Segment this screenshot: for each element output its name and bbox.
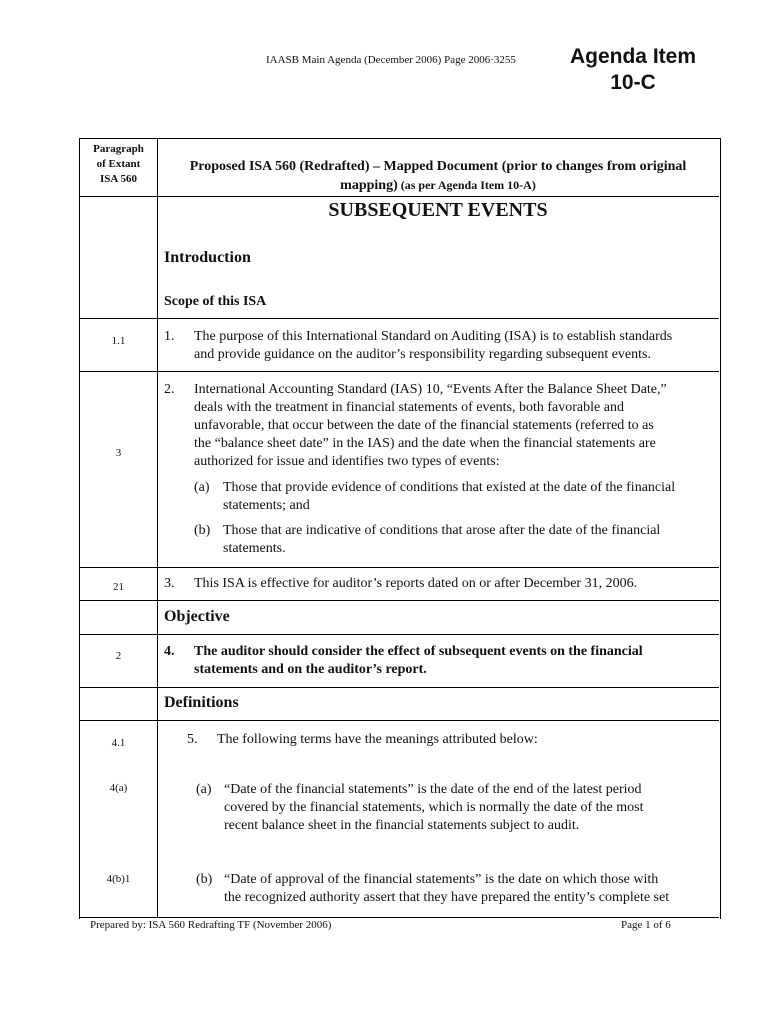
extant-ref: 4.1: [111, 737, 126, 749]
footer-prepared-by: Prepared by: ISA 560 Redrafting TF (November 2006): [90, 919, 332, 931]
agenda-item-number: 10-C: [610, 71, 656, 94]
row-divider: [79, 196, 719, 197]
paragraph-number: 1.: [164, 329, 175, 344]
paragraph-line: and provide guidance on the auditor’s responsibility regarding subsequent events.: [194, 347, 651, 362]
section-heading-introduction: Introduction: [164, 249, 251, 266]
definition-item: [164, 871, 712, 911]
list-line: statements.: [223, 541, 286, 556]
list-label: (b): [194, 523, 211, 538]
row-divider: [79, 567, 719, 568]
row-divider: [79, 318, 719, 319]
paragraph-number: 3.: [164, 576, 175, 591]
paragraph-line: statements and on the auditor’s report.: [194, 662, 427, 677]
agenda-item-label: [566, 44, 700, 96]
list-label: (a): [196, 782, 212, 797]
header-line: ISA 560: [100, 173, 137, 185]
footer-page-number: Page 1 of 6: [621, 919, 671, 931]
paragraph-number: 5.: [187, 732, 198, 747]
row-divider: [79, 600, 719, 601]
paragraph-line: deals with the treatment in financial statements of events, both favorable and: [194, 400, 624, 415]
list-line: statements; and: [223, 498, 310, 513]
paragraph-line: the “balance sheet date” in the IAS) and the date when the financial statements are: [194, 436, 656, 451]
paragraph-line: This ISA is effective for auditor’s reports dated on or after December 31, 2006.: [194, 576, 638, 591]
paragraph-3: [164, 575, 712, 595]
header-title-ref: (as per Agenda Item 10-A): [397, 178, 536, 192]
list-label: (b): [196, 872, 213, 887]
list-line: “Date of the financial statements” is the date of the end of the latest period: [224, 782, 642, 797]
extant-paragraph-header: [80, 142, 157, 187]
list-line: Those that are indicative of conditions that arose after the date of the financial: [223, 523, 661, 538]
section-heading-definitions: Definitions: [164, 694, 239, 711]
extant-ref: 2: [115, 650, 122, 662]
paragraph-line: The following terms have the meanings attributed below:: [217, 732, 538, 747]
row-divider: [79, 687, 719, 688]
list-label: (a): [194, 480, 210, 495]
subheading-scope: Scope of this ISA: [164, 294, 267, 309]
list-line: “Date of approval of the financial statements” is the date on which those with: [224, 872, 659, 887]
column-divider: [157, 138, 158, 918]
document-title: SUBSEQUENT EVENTS: [328, 199, 548, 221]
list-line: the recognized authority assert that they have prepared the entity’s complete set: [224, 890, 670, 905]
section-heading-objective: Objective: [164, 608, 230, 625]
header-line: of Extant: [96, 158, 141, 170]
row-divider: [79, 720, 719, 721]
paragraph-2: [164, 381, 712, 561]
table-bottom-border: [79, 917, 719, 918]
header-title-bold: mapping): [340, 178, 398, 193]
paragraph-4: [164, 643, 712, 683]
paragraph-line: The purpose of this International Standard on Auditing (ISA) is to establish standards: [194, 329, 673, 344]
row-divider: [79, 371, 719, 372]
paragraph-line: authorized for issue and identifies two types of events:: [194, 454, 500, 469]
paragraph-5: [164, 731, 712, 751]
paragraph-number: 4.: [164, 644, 175, 659]
paragraph-line: The auditor should consider the effect of subsequent events on the financial: [194, 644, 643, 659]
header-title-line2: [164, 176, 712, 195]
extant-ref: 4(b)1: [106, 873, 131, 885]
list-line: Those that provide evidence of conditions that existed at the date of the financial: [223, 480, 676, 495]
paragraph-line: unfavorable, that occur between the date of the financial statements (referred to as: [194, 418, 654, 433]
header-title-line1: Proposed ISA 560 (Redrafted) – Mapped Document (prior to changes from original: [189, 159, 687, 174]
proposed-isa-header: [164, 158, 712, 195]
extant-ref: 4(a): [109, 782, 128, 794]
row-divider: [79, 634, 719, 635]
meeting-reference: IAASB Main Agenda (December 2006) Page 2006·3255: [266, 54, 516, 66]
list-line: covered by the financial statements, which is normally the date of the most: [224, 800, 644, 815]
list-line: recent balance sheet in the financial statements subject to audit.: [224, 818, 580, 833]
header-line: Paragraph: [93, 143, 144, 155]
extant-ref: 21: [113, 581, 124, 593]
paragraph-number: 2.: [164, 382, 175, 397]
paragraph-1: [164, 328, 712, 368]
extant-ref: 3: [115, 447, 122, 459]
paragraph-line: International Accounting Standard (IAS) 10, “Events After the Balance Sheet Date,”: [194, 382, 667, 397]
extant-ref: 1.1: [111, 335, 126, 347]
definition-item: [164, 781, 712, 841]
agenda-item-line1: Agenda Item: [569, 45, 697, 68]
